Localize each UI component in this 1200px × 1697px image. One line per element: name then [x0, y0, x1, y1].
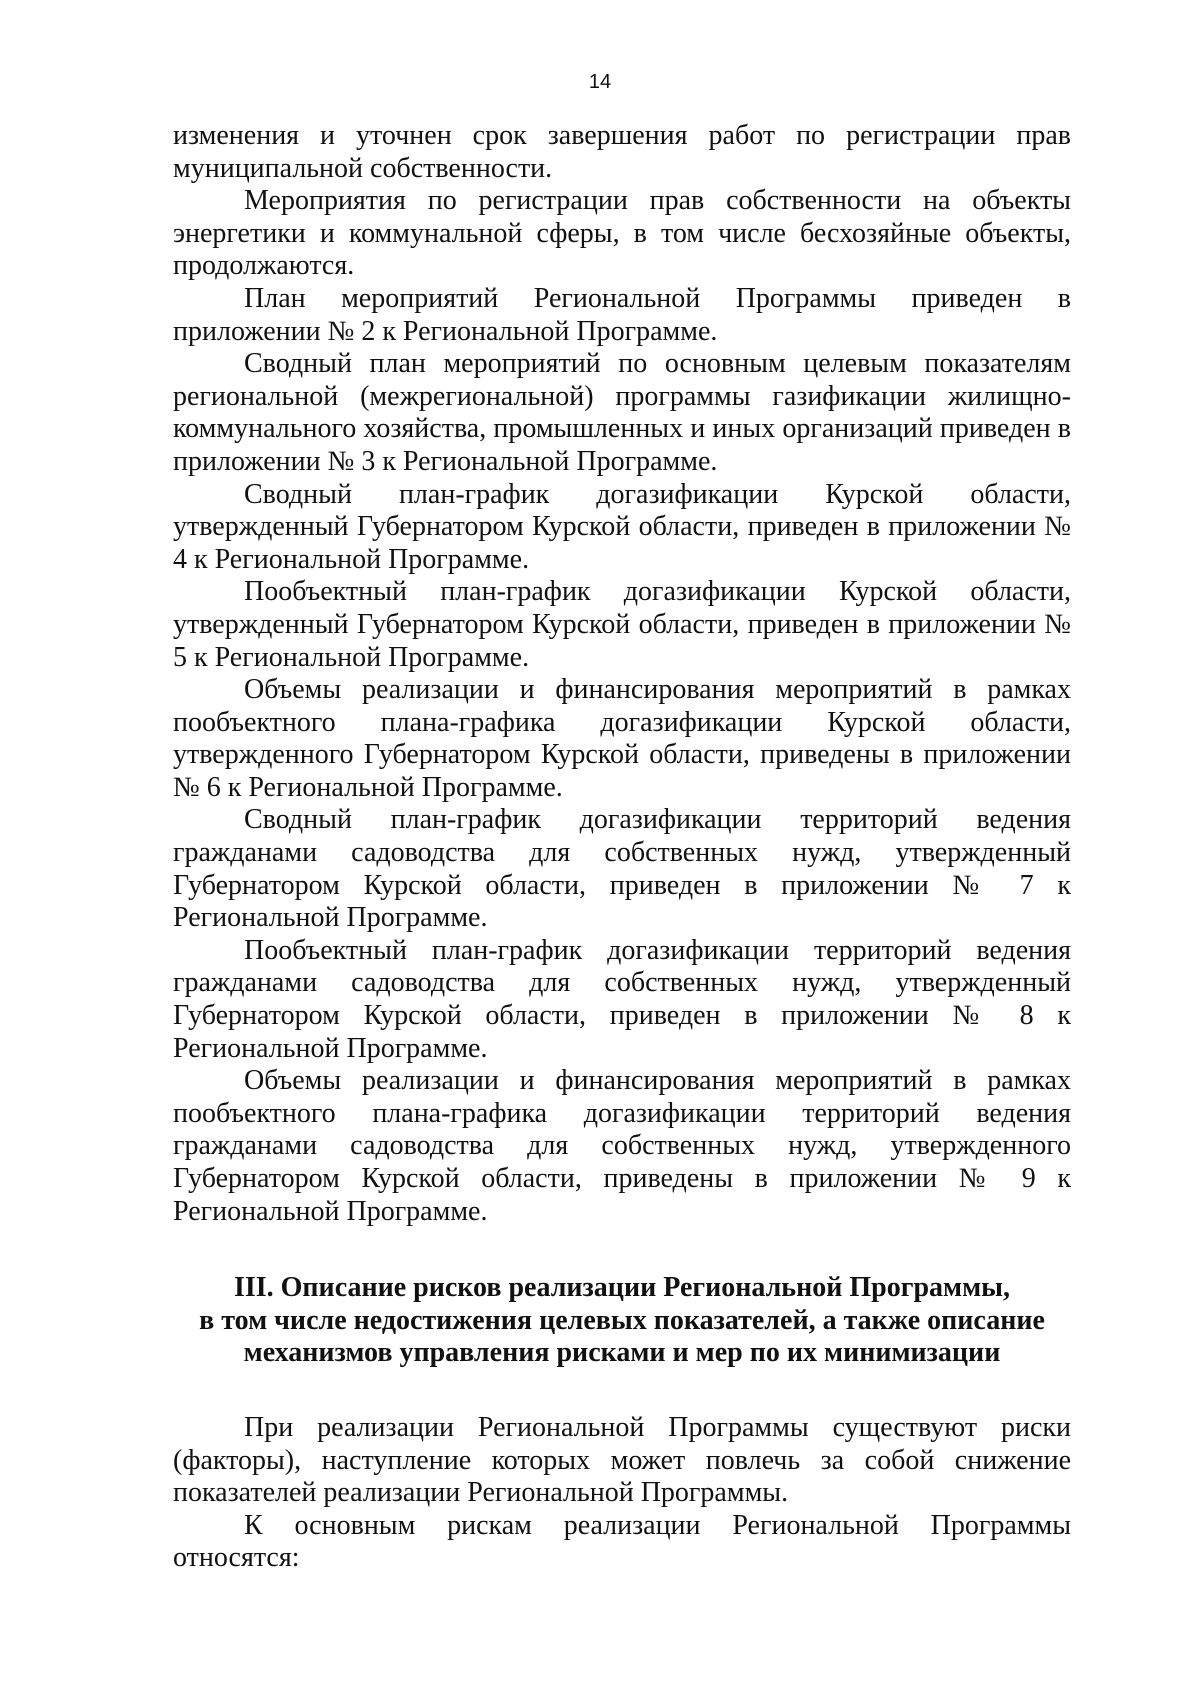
section-heading-line-2: в том числе недостижения целевых показателей, а также описание — [199, 1304, 1045, 1336]
paragraph-appendix-8: Пообъектный план-график догазификации территорий ведения гражданами садоводства для собственных нужд, утвержденный Губернатором Курской области, приведен в приложении № 8 к Региональной Программе. — [173, 934, 1071, 1064]
paragraph-appendix-3: Сводный план мероприятий по основным целевым показателям региональной (межрегиональной) программы газификации жилищно-коммунального хозяйства, промышленных и иных организаций приведен в приложении № 3 к Региональной Программе. — [173, 348, 1071, 477]
paragraph-main-risks: К основным рискам реализации Региональной Программы относятся: — [173, 1509, 1071, 1574]
paragraph-continuation: изменения и уточнен срок завершения работ по регистрации прав муниципальной собственности. — [173, 120, 1071, 184]
paragraph-registration: Мероприятия по регистрации прав собственности на объекты энергетики и коммунальной сферы, в том числе бесхозяйные объекты, продолжаются. — [173, 185, 1071, 282]
document-body — [173, 120, 1071, 1575]
paragraph-risks-intro: При реализации Региональной Программы существуют риски (факторы), наступление которых может повлечь за собой снижение показателей реализации Региональной Программы. — [173, 1411, 1071, 1509]
paragraph-appendix-4: Сводный план-график догазификации Курской области, утвержденный Губернатором Курской области, приведен в приложении № 4 к Региональной Программе. — [173, 478, 1071, 575]
section-heading-line-1: III. Описание рисков реализации Региональной Программы, — [233, 1272, 1011, 1304]
section-heading — [173, 1272, 1071, 1370]
paragraph-appendix-2: План мероприятий Региональной Программы приведен в приложении № 2 к Региональной Программе. — [173, 282, 1071, 347]
section-heading-line-3: механизмов управления рисками и мер по их минимизации — [243, 1337, 1001, 1369]
paragraph-appendix-6: Объемы реализации и финансирования мероприятий в рамках пообъектного плана-графика догазификации Курской области, утвержденного Губернатором Курской области, приведены в приложении № 6 к Региональной Программе. — [173, 674, 1071, 803]
page-number: 14 — [588, 71, 612, 93]
paragraph-appendix-7: Сводный план-график догазификации территорий ведения гражданами садоводства для собственных нужд, утвержденный Губернатором Курской области, приведен в приложении № 7 к Региональной Программе. — [173, 804, 1071, 934]
paragraph-appendix-9: Объемы реализации и финансирования мероприятий в рамках пообъектного плана-графика догазификации территорий ведения гражданами садоводства для собственных нужд, утвержденного Губернатором Курской области, приведены в приложении № 9 к Региональной Программе. — [173, 1065, 1071, 1227]
paragraph-appendix-5: Пообъектный план-график догазификации Курской области, утвержденный Губернатором Курской области, приведен в приложении № 5 к Региональной Программе. — [173, 576, 1071, 673]
